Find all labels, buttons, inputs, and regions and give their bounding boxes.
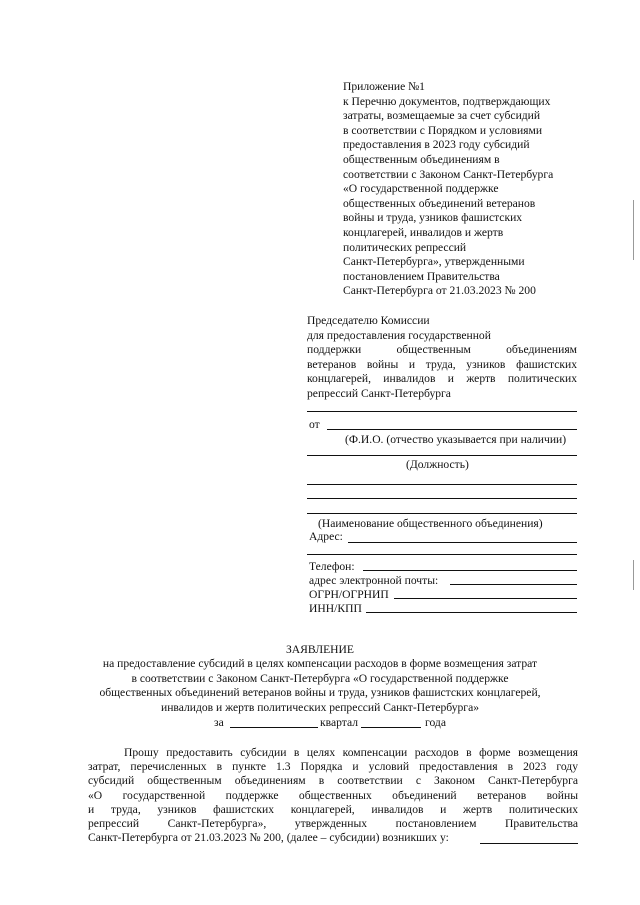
scan-edge-mark [633, 560, 634, 590]
statement-body [88, 746, 578, 845]
address-label: Адрес: [309, 530, 343, 543]
period-kvartal: квартал [320, 716, 358, 729]
email-field[interactable] [450, 584, 577, 585]
addressee-line: поддержки общественным объединениям [307, 343, 577, 357]
appendix-line: Санкт-Петербурга от 21.03.2023 № 200 [343, 284, 536, 298]
address-field-extra[interactable] [307, 554, 577, 555]
addressee-line: Председателю Комиссии [307, 314, 430, 327]
phone-label: Телефон: [309, 560, 355, 573]
fio-field[interactable] [327, 429, 577, 430]
body-line: репрессий Санкт-Петербурга», утвержденных постановлением Правительства [88, 817, 578, 831]
period-za: за [214, 716, 224, 729]
appendix-line: общественных объединений ветеранов [343, 196, 536, 210]
addressee-line: концлагерей, инвалидов и жертв политических [307, 372, 577, 386]
org-caption: (Наименование общественного объединения) [318, 517, 543, 530]
appendix-line: предоставления в 2023 году субсидий [343, 138, 530, 152]
statement-subtitle [40, 657, 600, 715]
applicant-field[interactable] [480, 843, 578, 844]
body-line: «О государственной поддержке общественных объединений ветеранов войны [88, 788, 578, 802]
appendix-line: Санкт-Петербурга», утвержденными [343, 255, 525, 269]
appendix-line: концлагерей, инвалидов и жертв [343, 225, 504, 239]
ogrn-label: ОГРН/ОГРНИП [309, 588, 389, 601]
from-label: от [309, 418, 320, 431]
scan-edge-mark [633, 200, 634, 260]
period-goda: года [425, 716, 446, 729]
blank-line[interactable] [307, 411, 577, 412]
email-label: адрес электронной почты: [309, 574, 439, 587]
org-field-line[interactable] [307, 484, 577, 485]
subtitle-line: в соответствии с Законом Санкт-Петербурга «О государственной поддержке [131, 671, 509, 685]
appendix-line: к Перечню документов, подтверждающих [343, 94, 551, 108]
addressee-line: для предоставления государственной [307, 328, 491, 342]
quarter-field[interactable] [230, 727, 318, 728]
appendix-line: в соответствии с Порядком и условиями [343, 123, 543, 137]
body-line: субсидий общественным объединениям в соответствии с Законом Санкт-Петербурга [88, 774, 578, 788]
appendix-line: общественным объединениям в [343, 152, 500, 166]
subtitle-line: общественных объединений ветеранов войны и труда, узников фашистских концлагерей, [99, 686, 541, 700]
address-field[interactable] [348, 542, 577, 543]
org-field-line[interactable] [307, 498, 577, 499]
addressee-block [307, 314, 577, 402]
appendix-line: «О государственной поддержке [343, 182, 499, 196]
body-line: Прошу предоставить субсидии в целях компенсации расходов в форме возмещения [124, 746, 578, 759]
fio-caption: (Ф.И.О. (отчество указывается при наличии) [345, 433, 567, 446]
position-field[interactable] [307, 455, 577, 456]
inn-field[interactable] [366, 612, 577, 613]
appendix-line: затраты, возмещаемые за счет субсидий [343, 109, 541, 123]
inn-label: ИНН/КПП [309, 602, 362, 615]
appendix-line: постановлением Правительства [343, 269, 500, 283]
phone-field[interactable] [363, 570, 577, 571]
appendix-reference [343, 80, 553, 299]
body-line: и труда, узников фашистских концлагерей, инвалидов и жертв политических [88, 802, 578, 816]
position-caption: (Должность) [406, 458, 469, 471]
statement-title: ЗАЯВЛЕНИЕ [286, 643, 354, 656]
appendix-line: войны и труда, узников фашистских [343, 211, 523, 225]
appendix-line: соответствии с Законом Санкт-Петербурга [343, 167, 554, 181]
addressee-line: репрессий Санкт-Петербурга [307, 386, 451, 400]
body-line-last: Санкт-Петербурга от 21.03.2023 № 200, (далее – субсидии) возникших у: [88, 831, 449, 845]
year-field[interactable] [361, 727, 421, 728]
addressee-line: ветеранов войны и труда, узников фашистских [307, 357, 577, 371]
subtitle-line: на предоставление субсидий в целях компенсации расходов в форме возмещения затрат [102, 657, 538, 670]
org-field-line[interactable] [307, 513, 577, 514]
subtitle-line: инвалидов и жертв политических репрессий Санкт-Петербурга» [160, 700, 480, 714]
appendix-line: Приложение №1 [343, 80, 425, 93]
body-line: затрат, перечисленных в пункте 1.3 Порядка и условий предоставления в 2023 году [88, 760, 578, 774]
appendix-line: политических репрессий [343, 240, 467, 254]
ogrn-field[interactable] [394, 598, 577, 599]
